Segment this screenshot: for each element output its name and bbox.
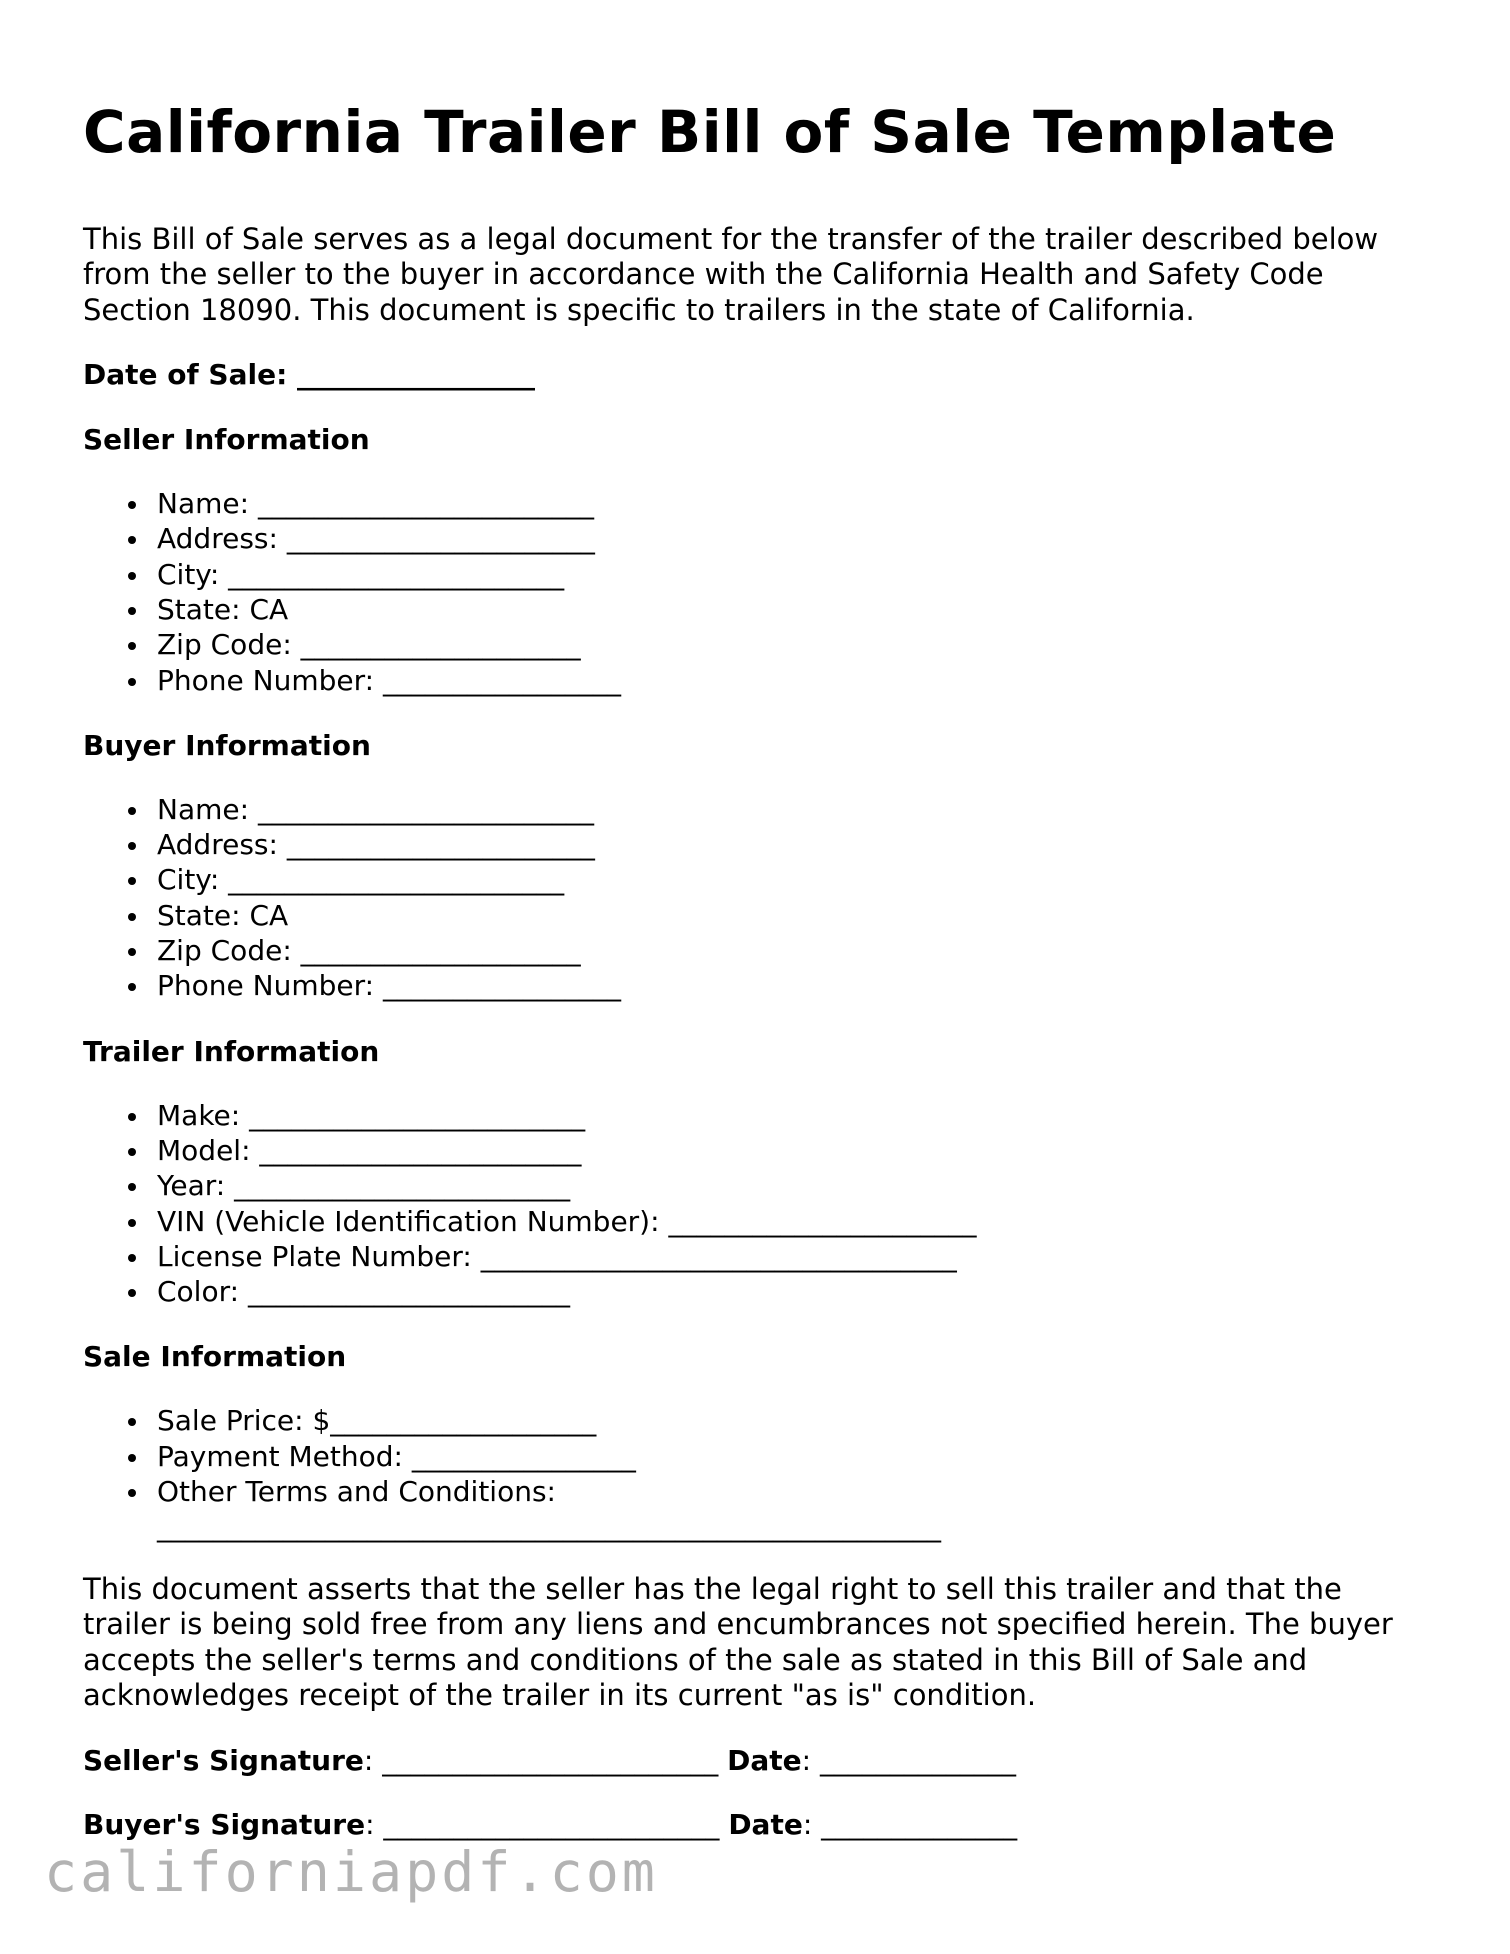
list-item: State: CA xyxy=(83,592,1443,627)
intro-paragraph: This Bill of Sale serves as a legal document for the transfer of the trailer described below from the seller to the buyer in accordance with the California Health and Safety Code Section 18090. This document is specific to trailers in the state of California. xyxy=(83,221,1379,327)
sale-information-heading: Sale Information xyxy=(83,1340,347,1374)
buyer-signature-label: Buyer's Signature xyxy=(83,1807,366,1841)
list-item: Year: ________________________ xyxy=(83,1168,1443,1203)
seller-signature-blank: : ________________________ xyxy=(363,1743,728,1777)
seller-date-label: Date xyxy=(727,1743,802,1777)
closing-paragraph: This document asserts that the seller has the legal right to sell this trailer and that the trailer is being sold free from any liens and encumbrances not specified herein. The buyer accepts the seller's terms and conditions of the sale as stated in this Bill of Sale and acknowledges receipt of the trailer in its current "as is" condition. xyxy=(83,1571,1393,1713)
seller-date-blank: : ______________ xyxy=(801,1743,1016,1777)
list-item: Make: ________________________ xyxy=(83,1098,1443,1133)
buyer-information-list xyxy=(83,792,1443,1004)
buyer-date-label: Date xyxy=(728,1807,803,1841)
list-item: Color: _______________________ xyxy=(83,1274,1443,1309)
date-of-sale-field: Date of Sale: _________________ xyxy=(83,358,536,392)
list-item: Zip Code: ____________________ xyxy=(83,627,1443,662)
list-item: Sale Price: $___________________ xyxy=(83,1403,1443,1438)
buyer-information-heading: Buyer Information xyxy=(83,728,371,762)
seller-signature-label: Seller's Signature xyxy=(83,1743,364,1777)
watermark: californiapdf.com xyxy=(44,1840,658,1904)
list-item: City: ________________________ xyxy=(83,862,1443,897)
list-item: Payment Method: ________________ xyxy=(83,1439,1443,1474)
list-item: VIN (Vehicle Identification Number): ______________________ xyxy=(83,1204,1443,1239)
list-item: Address: ______________________ xyxy=(83,827,1443,862)
buyer-signature-line xyxy=(83,1807,1443,1842)
list-item: License Plate Number: __________________________________ xyxy=(83,1239,1443,1274)
document-page xyxy=(83,98,1443,1842)
trailer-information-heading: Trailer Information xyxy=(83,1034,380,1068)
seller-signature-line xyxy=(83,1743,1443,1778)
page-title: California Trailer Bill of Sale Template xyxy=(83,98,1337,166)
list-item: Other Terms and Conditions: ________________________________________________________ xyxy=(83,1474,1037,1545)
list-item: Name: ________________________ xyxy=(83,486,1443,521)
seller-information-heading: Seller Information xyxy=(83,423,370,457)
list-item: Phone Number: _________________ xyxy=(83,663,1443,698)
seller-information-list xyxy=(83,486,1443,698)
list-item: City: ________________________ xyxy=(83,557,1443,592)
list-item: Name: ________________________ xyxy=(83,792,1443,827)
trailer-information-list xyxy=(83,1098,1443,1310)
list-item: Zip Code: ____________________ xyxy=(83,933,1443,968)
buyer-signature-blank: : ________________________ xyxy=(365,1807,729,1841)
sale-information-list xyxy=(83,1403,1443,1544)
list-item: Model: _______________________ xyxy=(83,1133,1443,1168)
buyer-date-blank: : ______________ xyxy=(802,1807,1018,1841)
list-item: State: CA xyxy=(83,898,1443,933)
list-item: Address: ______________________ xyxy=(83,521,1443,556)
list-item: Phone Number: _________________ xyxy=(83,968,1443,1003)
